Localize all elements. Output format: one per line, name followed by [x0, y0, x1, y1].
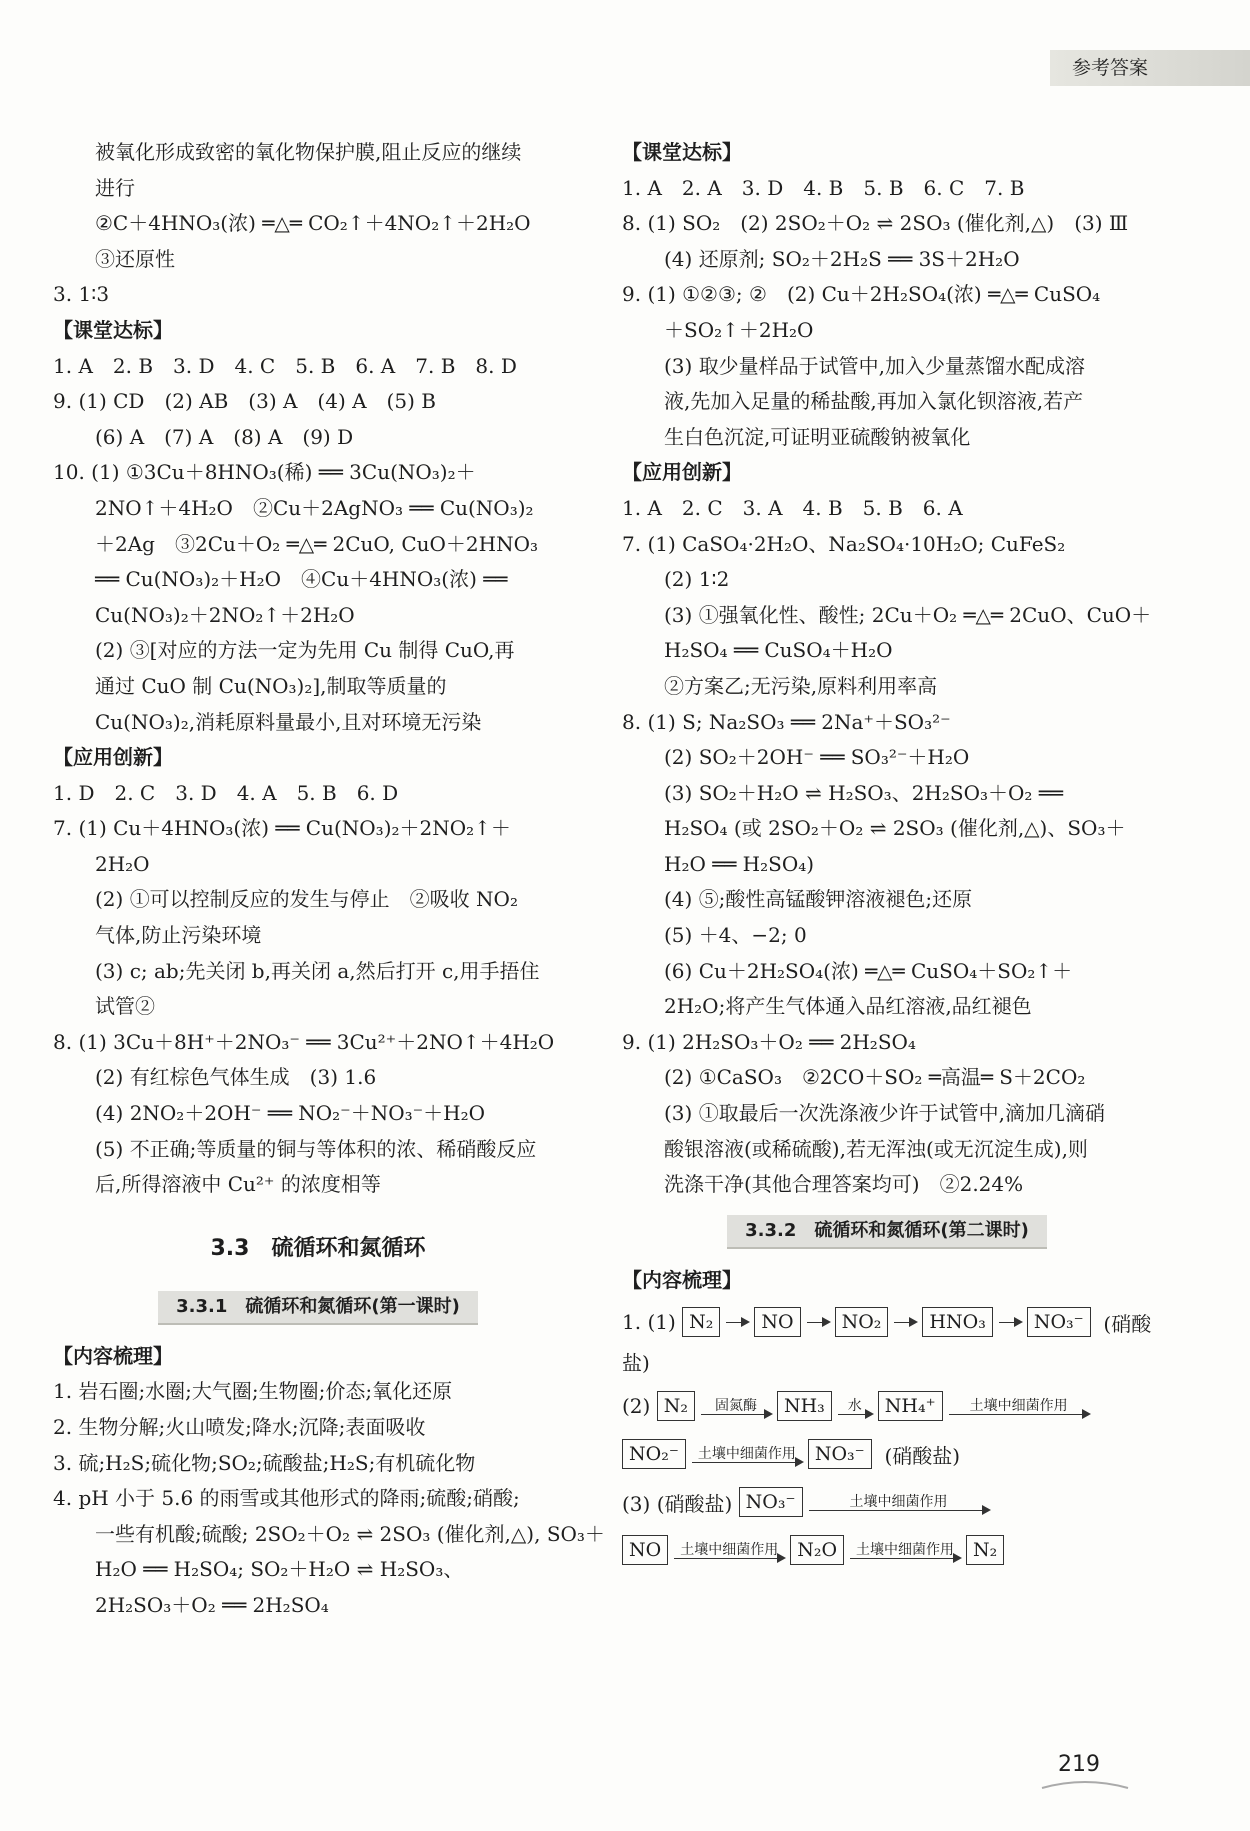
answer-line: 3. 硫;H₂S;硫化物;SO₂;硫酸盐;H₂S;有机硫化物	[53, 1450, 476, 1475]
answer-line: 液,先加入足量的稀盐酸,再加入氯化钡溶液,若产	[664, 389, 1084, 414]
answer-line: (5) ＋4、−2; 0	[664, 923, 807, 948]
flow-2b	[622, 1430, 1152, 1478]
arrow-label: 土壤中细菌作用	[969, 1397, 1068, 1414]
section-header: 【应用创新】	[53, 745, 173, 770]
arrow-label: 土壤中细菌作用	[697, 1445, 796, 1462]
arrow-icon	[809, 1494, 989, 1511]
flow-box: HNO₃	[922, 1307, 992, 1337]
answer-line: ③还原性	[95, 246, 175, 271]
section-header: 【内容梳理】	[53, 1343, 173, 1368]
flow-tail: (硝酸	[1103, 1311, 1152, 1336]
answer-line: Cu(NO₃)₂＋2NO₂↑＋2H₂O	[95, 602, 355, 627]
right-column	[622, 135, 1152, 1574]
answer-line: H₂SO₄ ══ CuSO₄＋H₂O	[664, 638, 893, 663]
arrow-icon	[838, 1398, 872, 1415]
answer-line: ②C＋4HNO₃(浓) ═△═ CO₂↑＋4NO₂↑＋2H₂O	[95, 211, 531, 236]
answer-line: 3. 1∶3	[53, 282, 110, 307]
answer-line: 生白色沉淀,可证明亚硫酸钠被氧化	[664, 424, 971, 449]
arrow-label: 固氮酶	[714, 1397, 757, 1414]
section-header: 【课堂达标】	[53, 317, 173, 342]
flow-tail: (硝酸盐)	[884, 1443, 961, 1468]
answer-line: (6) A (7) A (8) A (9) D	[95, 424, 354, 449]
answer-line: ＋2Ag ③2Cu＋O₂ ═△═ 2CuO, CuO＋2HNO₃	[95, 531, 538, 556]
section-header: 【课堂达标】	[622, 140, 742, 164]
header-tab: 参考答案	[1050, 50, 1250, 86]
answer-line: (4) 还原剂; SO₂＋2H₂S ══ 3S＋2H₂O	[664, 246, 1020, 271]
answer-line: 被氧化形成致密的氧化物保护膜,阻止反应的继续	[95, 140, 522, 164]
answer-line: (4) ⑤;酸性高锰酸钾溶液褪色;还原	[664, 887, 973, 912]
flow-box: NO	[622, 1535, 668, 1565]
answer-line: ══ Cu(NO₃)₂＋H₂O ④Cu＋4HNO₃(浓) ══	[95, 567, 508, 592]
flow-3b	[622, 1526, 1152, 1574]
arrow-icon	[999, 1322, 1021, 1323]
flow-3	[622, 1478, 1152, 1526]
arrow-icon	[949, 1398, 1089, 1415]
answer-line: 2. 生物分解;火山喷发;降水;沉降;表面吸收	[53, 1415, 426, 1439]
answer-line: (6) Cu＋2H₂SO₄(浓) ═△═ CuSO₄＋SO₂↑＋	[664, 958, 1073, 983]
arrow-label: 土壤中细菌作用	[849, 1493, 948, 1510]
answer-line: 9. (1) CD (2) AB (3) A (4) A (5) B	[53, 389, 436, 414]
answer-line: 9. (1) 2H₂SO₃＋O₂ ══ 2H₂SO₄	[622, 1029, 916, 1054]
flow-box: NO₂	[835, 1307, 889, 1337]
answer-line: H₂SO₄ (或 2SO₂＋O₂ ⇌ 2SO₃ (催化剂,△)、SO₃＋	[664, 816, 1126, 841]
subsection-title-1: 3.3.1 硫循环和氮循环(第一课时)	[158, 1291, 478, 1325]
arrow-label: 土壤中细菌作用	[680, 1541, 779, 1558]
flow-box: N₂O	[790, 1535, 844, 1565]
arrow-label: 土壤中细菌作用	[856, 1541, 955, 1558]
page-decoration-icon	[1040, 1778, 1130, 1790]
answer-line: (2) 有红棕色气体生成 (3) 1.6	[95, 1065, 377, 1090]
answer-line: 1. A 2. A 3. D 4. B 5. B 6. C 7. B	[622, 175, 1025, 200]
answer-line: 7. (1) CaSO₄·2H₂O、Na₂SO₄·10H₂O; CuFeS₂	[622, 531, 1066, 556]
answer-line: ＋SO₂↑＋2H₂O	[664, 317, 814, 342]
answer-line: 8. (1) S; Na₂SO₃ ══ 2Na⁺＋SO₃²⁻	[622, 709, 951, 734]
flow-box: NO₂⁻	[622, 1439, 686, 1469]
arrow-icon	[726, 1322, 748, 1323]
flow-box: NH₄⁺	[878, 1391, 943, 1421]
content-header: 【内容梳理】	[622, 1267, 742, 1292]
answer-line: (3) c; ab;先关闭 b,再关闭 a,然后打开 c,用手捂住	[95, 958, 540, 983]
answer-line: (3) ①强氧化性、酸性; 2Cu＋O₂ ═△═ 2CuO、CuO＋	[664, 602, 1152, 627]
left-column	[53, 135, 605, 1624]
answer-line: 1. A 2. B 3. D 4. C 5. B 6. A 7. B 8. D	[53, 353, 517, 378]
answer-line: 2H₂O	[95, 851, 150, 876]
page-number: 219	[1058, 1752, 1100, 1777]
answer-line: (2) 1∶2	[664, 567, 730, 592]
answer-line: (3) 取少量样品于试管中,加入少量蒸馏水配成溶	[664, 353, 1086, 378]
answer-line: 7. (1) Cu＋4HNO₃(浓) ══ Cu(NO₃)₂＋2NO₂↑＋	[53, 816, 511, 841]
flow-box: NH₃	[777, 1391, 832, 1421]
answer-line: 1. A 2. C 3. A 4. B 5. B 6. A	[622, 495, 963, 520]
arrow-icon	[701, 1398, 771, 1415]
answer-line: 通过 CuO 制 Cu(NO₃)₂],制取等质量的	[95, 673, 447, 698]
flow-box: NO₃⁻	[1027, 1307, 1091, 1337]
answer-line: 试管②	[95, 994, 155, 1019]
arrow-icon	[807, 1322, 829, 1323]
flow-box: NO	[754, 1307, 800, 1337]
answer-line: 洗涤干净(其他合理答案均可) ②2.24%	[664, 1172, 1024, 1197]
answer-line: 4. pH 小于 5.6 的雨雪或其他形式的降雨;硫酸;硝酸;	[53, 1486, 520, 1511]
answer-line: (3) ①取最后一次洗涤液少许于试管中,滴加几滴硝	[664, 1101, 1106, 1126]
answer-line: 后,所得溶液中 Cu²⁺ 的浓度相等	[95, 1172, 381, 1197]
answer-line: H₂O ══ H₂SO₄)	[664, 851, 815, 876]
answer-line: H₂O ══ H₂SO₄; SO₂＋H₂O ⇌ H₂SO₃、	[95, 1557, 464, 1582]
answer-line: 进行	[95, 175, 135, 200]
answer-line: 8. (1) 3Cu＋8H⁺＋2NO₃⁻ ══ 3Cu²⁺＋2NO↑＋4H₂O	[53, 1029, 555, 1054]
answer-line: (3) SO₂＋H₂O ⇌ H₂SO₃、2H₂SO₃＋O₂ ══	[664, 780, 1063, 805]
flow-2	[622, 1382, 1152, 1430]
answer-line: (5) 不正确;等质量的铜与等体积的浓、稀硝酸反应	[95, 1136, 537, 1161]
answer-line: 1. D 2. C 3. D 4. A 5. B 6. D	[53, 780, 399, 805]
answer-line: 10. (1) ①3Cu＋8HNO₃(稀) ══ 3Cu(NO₃)₂＋	[53, 460, 476, 485]
flow-box: N₂	[682, 1307, 720, 1337]
flow-number: (2)	[622, 1394, 651, 1418]
answer-line: (4) 2NO₂＋2OH⁻ ══ NO₂⁻＋NO₃⁻＋H₂O	[95, 1101, 486, 1126]
answer-line: (2) ③[对应的方法一定为先用 Cu 制得 CuO,再	[95, 638, 515, 663]
answer-line: 8. (1) SO₂ (2) 2SO₂＋O₂ ⇌ 2SO₃ (催化剂,△) (3) Ⅲ	[622, 211, 1129, 236]
flow-box: NO₃⁻	[808, 1439, 872, 1469]
section-title: 3.3 硫循环和氮循环	[210, 1235, 426, 1261]
arrow-icon	[692, 1446, 802, 1463]
answer-line: 酸银溶液(或稀硫酸),若无浑浊(或无沉淀生成),则	[664, 1136, 1088, 1161]
section-header: 【应用创新】	[622, 460, 742, 485]
answer-line: 2H₂SO₃＋O₂ ══ 2H₂SO₄	[95, 1592, 329, 1617]
flow-number: 1. (1)	[622, 1310, 676, 1335]
answer-line: (2) ①可以控制反应的发生与停止 ②吸收 NO₂	[95, 887, 518, 912]
answer-line: 一些有机酸;硫酸; 2SO₂＋O₂ ⇌ 2SO₃ (催化剂,△), SO₃＋	[95, 1521, 605, 1546]
answer-line: (2) SO₂＋2OH⁻ ══ SO₃²⁻＋H₂O	[664, 745, 970, 770]
flow-1	[622, 1298, 1152, 1346]
answer-line: 2NO↑＋4H₂O ②Cu＋2AgNO₃ ══ Cu(NO₃)₂	[95, 495, 534, 520]
arrow-icon	[894, 1322, 916, 1323]
answer-line: ②方案乙;无污染,原料利用率高	[664, 673, 938, 698]
flow-box: N₂	[966, 1535, 1004, 1565]
answer-line: 9. (1) ①②③; ② (2) Cu＋2H₂SO₄(浓) ═△═ CuSO₄	[622, 282, 1101, 307]
flow-tail-2: 盐)	[622, 1351, 650, 1376]
answer-line: (2) ①CaSO₃ ②2CO＋SO₂ ═高温═ S＋2CO₂	[664, 1065, 1086, 1090]
arrow-icon	[850, 1542, 960, 1559]
answer-line: 气体,防止污染环境	[95, 923, 262, 948]
answer-line: 1. 岩石圈;水圈;大气圈;生物圈;价态;氧化还原	[53, 1379, 453, 1404]
arrow-icon	[674, 1542, 784, 1559]
flow-box: N₂	[657, 1391, 695, 1421]
flow-box: NO₃⁻	[739, 1487, 803, 1517]
answer-line: 2H₂O;将产生气体通入品红溶液,品红褪色	[664, 994, 1032, 1019]
answer-line: Cu(NO₃)₂,消耗原料量最小,且对环境无污染	[95, 709, 482, 734]
flow-number: (3) (硝酸盐)	[622, 1491, 733, 1516]
subsection-title-2: 3.3.2 硫循环和氮循环(第二课时)	[727, 1215, 1047, 1249]
arrow-label: 水	[847, 1397, 862, 1414]
